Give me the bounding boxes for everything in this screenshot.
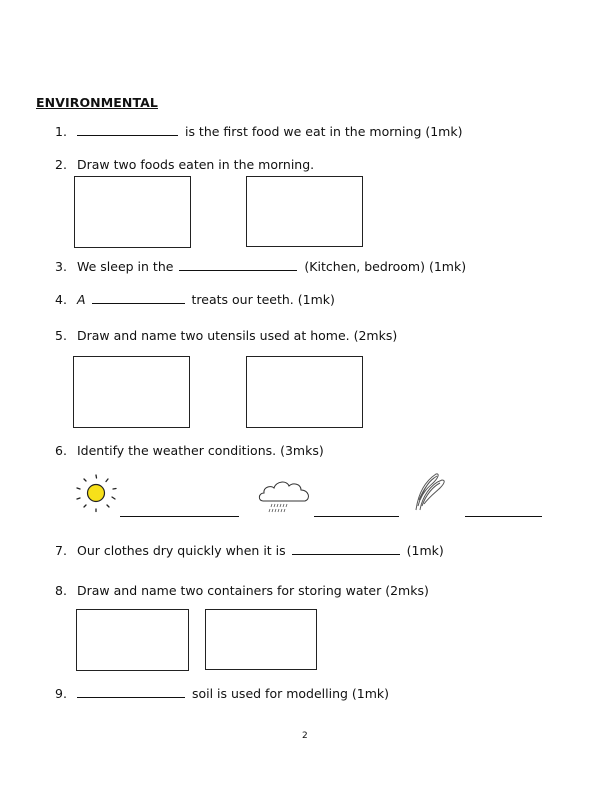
answer-line-weather-2[interactable] [314,516,399,517]
drawing-box-food-1[interactable] [74,176,191,248]
question-text: Our clothes dry quickly when it is [76,543,286,558]
page-number: 2 [302,731,308,741]
question-6 [55,443,324,459]
question-9 [55,685,389,702]
question-number: 9. [55,686,67,701]
drawing-box-utensil-1[interactable] [73,356,190,428]
question-text: A [76,292,86,307]
answer-line-weather-3[interactable] [465,516,542,517]
question-text: (1mk) [406,543,444,558]
answer-blank[interactable] [292,542,400,555]
question-number: 6. [55,443,67,458]
rain-cloud-icon [257,475,313,519]
question-text: treats our teeth. (1mk) [191,292,335,307]
question-text: is the first food we eat in the morning (1mk) [184,124,463,139]
question-2 [55,157,314,173]
question-text: Identify the weather conditions. (3mks) [76,443,324,458]
question-text: soil is used for modelling (1mk) [191,686,390,701]
wind-icon [412,470,452,512]
section-title: ENVIRONMENTAL [36,95,158,110]
drawing-box-container-2[interactable] [205,609,317,670]
answer-line-weather-1[interactable] [120,516,239,517]
question-text: (Kitchen, bedroom) (1mk) [304,259,467,274]
question-4 [55,291,335,308]
answer-blank[interactable] [77,685,185,698]
question-8 [55,583,429,599]
question-number: 4. [55,292,67,307]
answer-blank[interactable] [179,258,297,271]
question-1 [55,123,462,140]
question-number: 7. [55,543,67,558]
answer-blank[interactable] [92,291,185,304]
question-text: Draw two foods eaten in the morning. [76,157,315,172]
question-number: 3. [55,259,67,274]
question-number: 5. [55,328,67,343]
question-7 [55,542,444,559]
sun-icon [74,472,118,514]
question-text: Draw and name two containers for storing water (2mks) [76,583,429,598]
question-number: 1. [55,124,67,139]
question-5 [55,328,397,344]
question-text: Draw and name two utensils used at home. (2mks) [76,328,398,343]
question-3 [55,258,466,275]
drawing-box-food-2[interactable] [246,176,363,247]
drawing-box-utensil-2[interactable] [246,356,363,428]
question-text: We sleep in the [76,259,174,274]
answer-blank[interactable] [77,123,178,136]
question-number: 8. [55,583,67,598]
question-number: 2. [55,157,67,172]
drawing-box-container-1[interactable] [76,609,189,671]
